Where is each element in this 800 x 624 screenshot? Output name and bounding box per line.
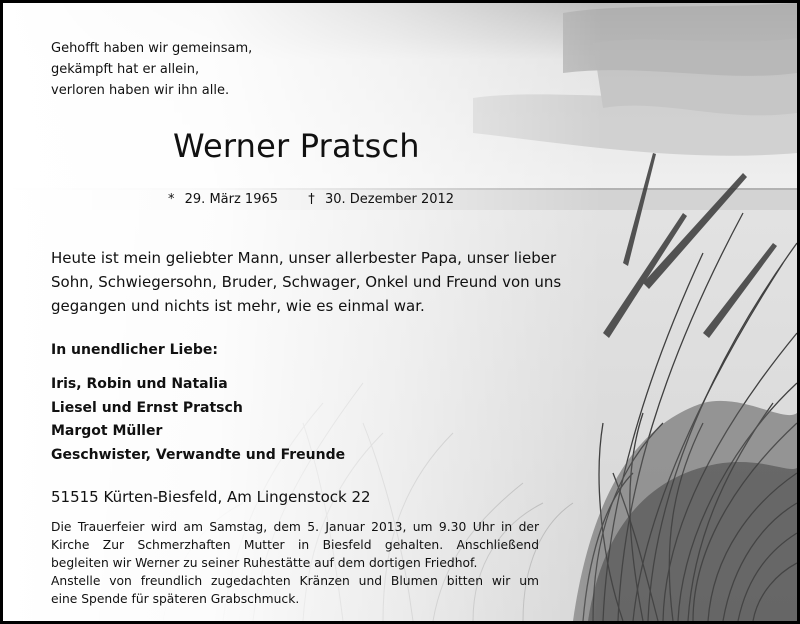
notice-line: Anstelle von freundlich zugedachten Kränzen und Blumen bitten wir um bbox=[51, 574, 539, 588]
address: 51515 Kürten-Biesfeld, Am Lingenstock 22 bbox=[51, 488, 371, 506]
birth-symbol: * bbox=[168, 192, 175, 207]
funeral-notice bbox=[51, 518, 539, 608]
notice-line: Die Trauerfeier wird am Samstag, dem 5. Januar 2013, um 9.30 Uhr in der bbox=[51, 520, 539, 534]
notice-line: begleiten wir Werner zu seiner Ruhestätte auf dem dortigen Friedhof. bbox=[51, 556, 478, 570]
poem-line: Gehofft haben wir gemeinsam, bbox=[51, 41, 253, 56]
signer: Margot Müller bbox=[51, 423, 163, 439]
announcement-text bbox=[51, 246, 571, 318]
life-dates bbox=[168, 192, 454, 207]
death-date: 30. Dezember 2012 bbox=[324, 192, 455, 207]
signer: Liesel und Ernst Pratsch bbox=[51, 399, 243, 416]
announcement-line: Sohn, Schwiegersohn, Bruder, Schwager, Onkel und Freund von uns bbox=[51, 273, 562, 291]
poem bbox=[51, 38, 252, 101]
signer: Geschwister, Verwandte und Freunde bbox=[51, 446, 346, 463]
death-symbol: † bbox=[308, 192, 315, 207]
poem-line: verloren haben wir ihn alle. bbox=[51, 83, 230, 98]
announcement-line: gegangen und nichts ist mehr, wie es einmal war. bbox=[51, 297, 425, 315]
notice-line: Kirche Zur Schmerzhaften Mutter in Biesfeld gehalten. Anschließend bbox=[51, 538, 539, 552]
deceased-name: Werner Pratsch bbox=[173, 127, 420, 165]
announcement-line: Heute ist mein geliebter Mann, unser allerbester Papa, unser lieber bbox=[51, 249, 557, 267]
signer: Iris, Robin und Natalia bbox=[51, 376, 228, 392]
love-heading: In unendlicher Liebe: bbox=[51, 342, 218, 358]
notice-line: eine Spende für späteren Grabschmuck. bbox=[51, 592, 300, 606]
birth-date: 29. März 1965 bbox=[184, 192, 279, 207]
signers-list bbox=[51, 373, 345, 467]
poem-line: gekämpft hat er allein, bbox=[51, 62, 200, 77]
